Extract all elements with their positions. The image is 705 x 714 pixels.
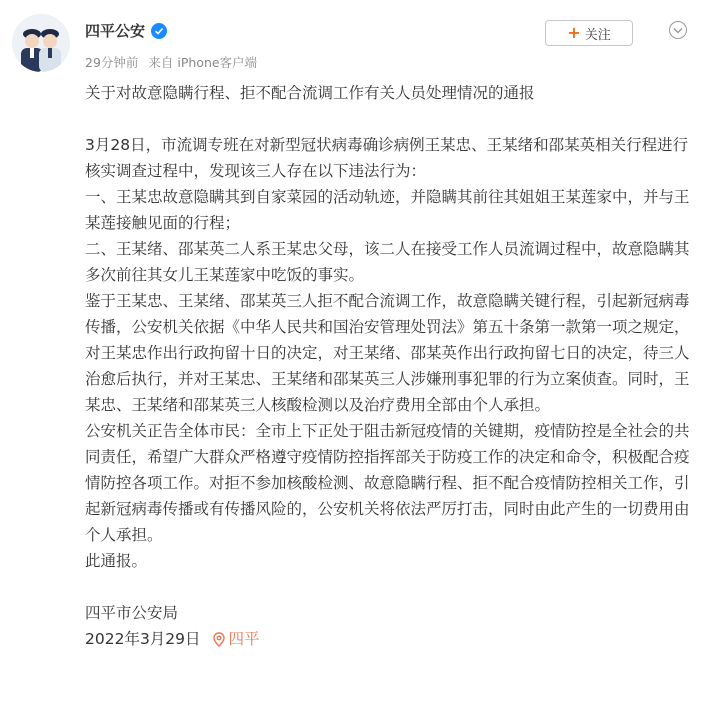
avatar[interactable] xyxy=(12,14,70,72)
post-time[interactable]: 29分钟前 xyxy=(85,55,139,70)
location-label: 四平 xyxy=(228,630,260,648)
date-line xyxy=(85,626,690,652)
post-source: 来自 iPhone客户端 xyxy=(148,55,258,70)
follow-button[interactable] xyxy=(545,20,633,46)
verified-badge-icon xyxy=(151,23,167,39)
paragraph: 一、王某忠故意隐瞒其到自家菜园的活动轨迹，并隐瞒其前往其姐姐王某莲家中，并与王某莲接触见面的行程； xyxy=(85,188,690,232)
plus-icon: + xyxy=(567,23,581,42)
location-link[interactable] xyxy=(213,626,260,652)
post-title: 关于对故意隐瞒行程、拒不配合流调工作有关人员处理情况的通报 xyxy=(85,84,535,102)
paragraph: 鉴于王某忠、王某绪、邵某英三人拒不配合流调工作，故意隐瞒关键行程，引起新冠病毒传播，公安机关依据《中华人民共和国治安管理处罚法》第五十条第一款第一项之规定，对王某忠作出行政拘留十日的决定，对王某绪、邵某英作出行政拘留七日的决定，待三人治愈后执行，并对王某忠、王某绪和邵某英三人涉嫌刑事犯罪的行为立案侦查。同时，王某忠、王某绪和邵某英三人核酸检测以及治疗费用全部由个人承担。 xyxy=(85,292,690,414)
chevron-down-icon[interactable] xyxy=(668,20,688,40)
location-pin-icon xyxy=(213,632,225,647)
username[interactable]: 四平公安 xyxy=(85,22,146,40)
signature: 四平市公安局 xyxy=(85,604,179,622)
paragraph: 此通报。 xyxy=(85,552,148,570)
paragraph: 公安机关正告全体市民：全市上下正处于阻击新冠疫情的关键期，疫情防控是全社会的共同责任，希望广大群众严格遵守疫情防控指挥部关于防疫工作的决定和命令，积极配合疫情防控各项工作。对拒不参加核酸检测、故意隐瞒行程、拒不配合疫情防控相关工作，引起新冠病毒传播或有传播风险的，公安机关将依法严厉打击，同时由此产生的一切费用由个人承担。 xyxy=(85,422,690,544)
post-content xyxy=(85,80,690,652)
post-meta xyxy=(85,53,263,71)
username-row xyxy=(85,20,167,41)
paragraph: 二、王某绪、邵某英二人系王某忠父母，该二人在接受工作人员流调过程中，故意隐瞒其多次前往其女儿王某莲家中吃饭的事实。 xyxy=(85,240,690,284)
follow-label: 关注 xyxy=(584,27,611,43)
post-date: 2022年3月29日 xyxy=(85,630,201,648)
police-avatar-icon xyxy=(12,14,70,72)
paragraph: 3月28日，市流调专班在对新型冠状病毒确诊病例王某忠、王某绪和邵某英相关行程进行核实调查过程中，发现该三人存在以下违法行为： xyxy=(85,136,689,180)
